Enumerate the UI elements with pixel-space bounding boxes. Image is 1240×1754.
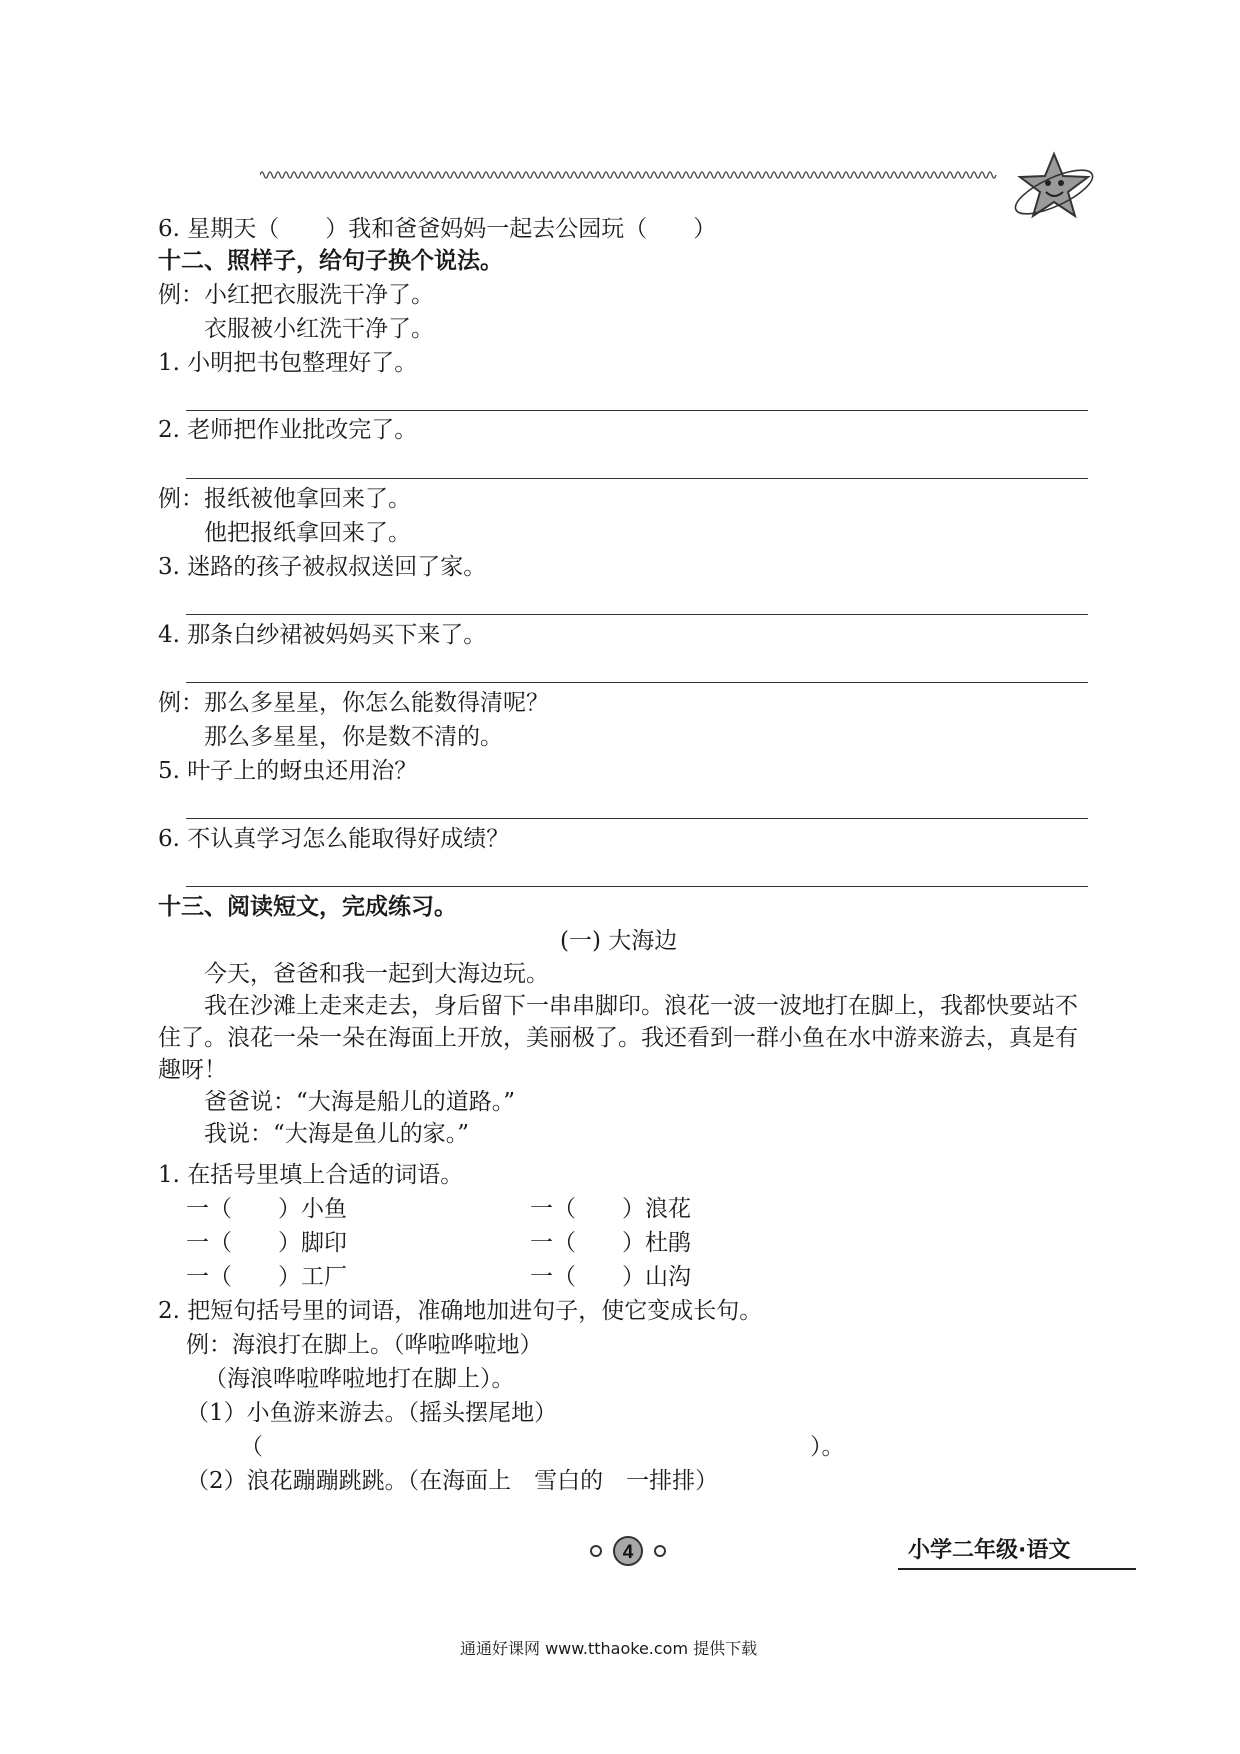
question-2: 2. 老师把作业批改完了。 xyxy=(158,417,418,443)
q2-item-1-answer-open[interactable]: （ xyxy=(240,1434,263,1460)
fill-item-gongchang[interactable]: 一（ ）工厂 xyxy=(186,1264,347,1290)
footer-label: 小学二年级·语文 xyxy=(908,1538,1071,1563)
page-number-badge xyxy=(588,1534,668,1568)
section-13-title: 十三、阅读短文，完成练习。 xyxy=(158,894,457,920)
top-item-6: 6. 星期天（ ）我和爸爸妈妈一起去公园玩（ ） xyxy=(158,216,717,242)
answer-line-4[interactable] xyxy=(186,682,1088,683)
answer-line-1[interactable] xyxy=(186,410,1088,411)
question-6: 6. 不认真学习怎么能取得好成绩？ xyxy=(158,826,510,852)
q2-example-long: （海浪哗啦哗啦地打在脚上）。 xyxy=(204,1366,515,1392)
passage-paragraph-4: 我说：“大海是鱼儿的家。” xyxy=(204,1121,470,1147)
answer-line-3[interactable] xyxy=(186,614,1088,615)
footer-rule xyxy=(898,1568,1136,1570)
q2-item-1-answer-close: ）。 xyxy=(810,1434,845,1460)
answer-line-6[interactable] xyxy=(186,886,1088,887)
example-2-original: 例：报纸被他拿回来了。 xyxy=(158,486,411,512)
section-12-title: 十二、照样子，给句子换个说法。 xyxy=(158,248,503,274)
example-1-rewrite: 衣服被小红洗干净了。 xyxy=(204,316,434,342)
example-3-rewrite: 那么多星星，你是数不清的。 xyxy=(204,724,503,750)
answer-line-2[interactable] xyxy=(186,478,1088,479)
fill-item-langhua[interactable]: 一（ ）浪花 xyxy=(530,1196,691,1222)
page-number: 4 xyxy=(622,1542,634,1563)
fill-item-shangou[interactable]: 一（ ）山沟 xyxy=(530,1264,691,1290)
q2-example-short: 例：海浪打在脚上。（哗啦哗啦地） xyxy=(186,1332,543,1358)
example-3-original: 例：那么多星星，你怎么能数得清呢？ xyxy=(158,690,549,716)
question-5: 5. 叶子上的蚜虫还用治？ xyxy=(158,758,418,784)
reading-question-2: 2. 把短句括号里的词语，准确地加进句子，使它变成长句。 xyxy=(158,1298,763,1324)
reading-question-1: 1. 在括号里填上合适的词语。 xyxy=(158,1162,464,1188)
passage-paragraph-1: 今天，爸爸和我一起到大海边玩。 xyxy=(204,961,549,987)
answer-line-5[interactable] xyxy=(186,818,1088,819)
passage-paragraph-3: 爸爸说：“大海是船儿的道路。” xyxy=(204,1089,516,1115)
star-mascot-icon xyxy=(1010,148,1100,228)
passage-paragraph-2: 我在沙滩上走来走去，身后留下一串串脚印。浪花一波一波地打在脚上，我都快要站不住了。浪花一朵一朵在海面上开放，美丽极了。我还看到一群小鱼在水中游来游去，真是有趣呀！ xyxy=(158,993,1078,1083)
example-2-rewrite: 他把报纸拿回来了。 xyxy=(204,520,411,546)
passage xyxy=(158,958,1098,1150)
header-wave-decoration xyxy=(260,168,1000,182)
download-note: 通通好课网 www.tthaoke.com 提供下载 xyxy=(460,1639,758,1658)
fill-item-xiaoyu[interactable]: 一（ ）小鱼 xyxy=(186,1196,347,1222)
passage-title: (一) 大海边 xyxy=(560,928,678,954)
fill-item-dujuan[interactable]: 一（ ）杜鹃 xyxy=(530,1230,691,1256)
example-1-original: 例：小红把衣服洗干净了。 xyxy=(158,282,434,308)
fill-item-jiaoyin[interactable]: 一（ ）脚印 xyxy=(186,1230,347,1256)
q2-item-2: （2）浪花蹦蹦跳跳。（在海面上 雪白的 一排排） xyxy=(186,1468,719,1494)
question-3: 3. 迷路的孩子被叔叔送回了家。 xyxy=(158,554,487,580)
question-4: 4. 那条白纱裙被妈妈买下来了。 xyxy=(158,622,487,648)
question-1: 1. 小明把书包整理好了。 xyxy=(158,350,418,376)
q2-item-1: （1）小鱼游来游去。（摇头摆尾地） xyxy=(186,1400,558,1426)
